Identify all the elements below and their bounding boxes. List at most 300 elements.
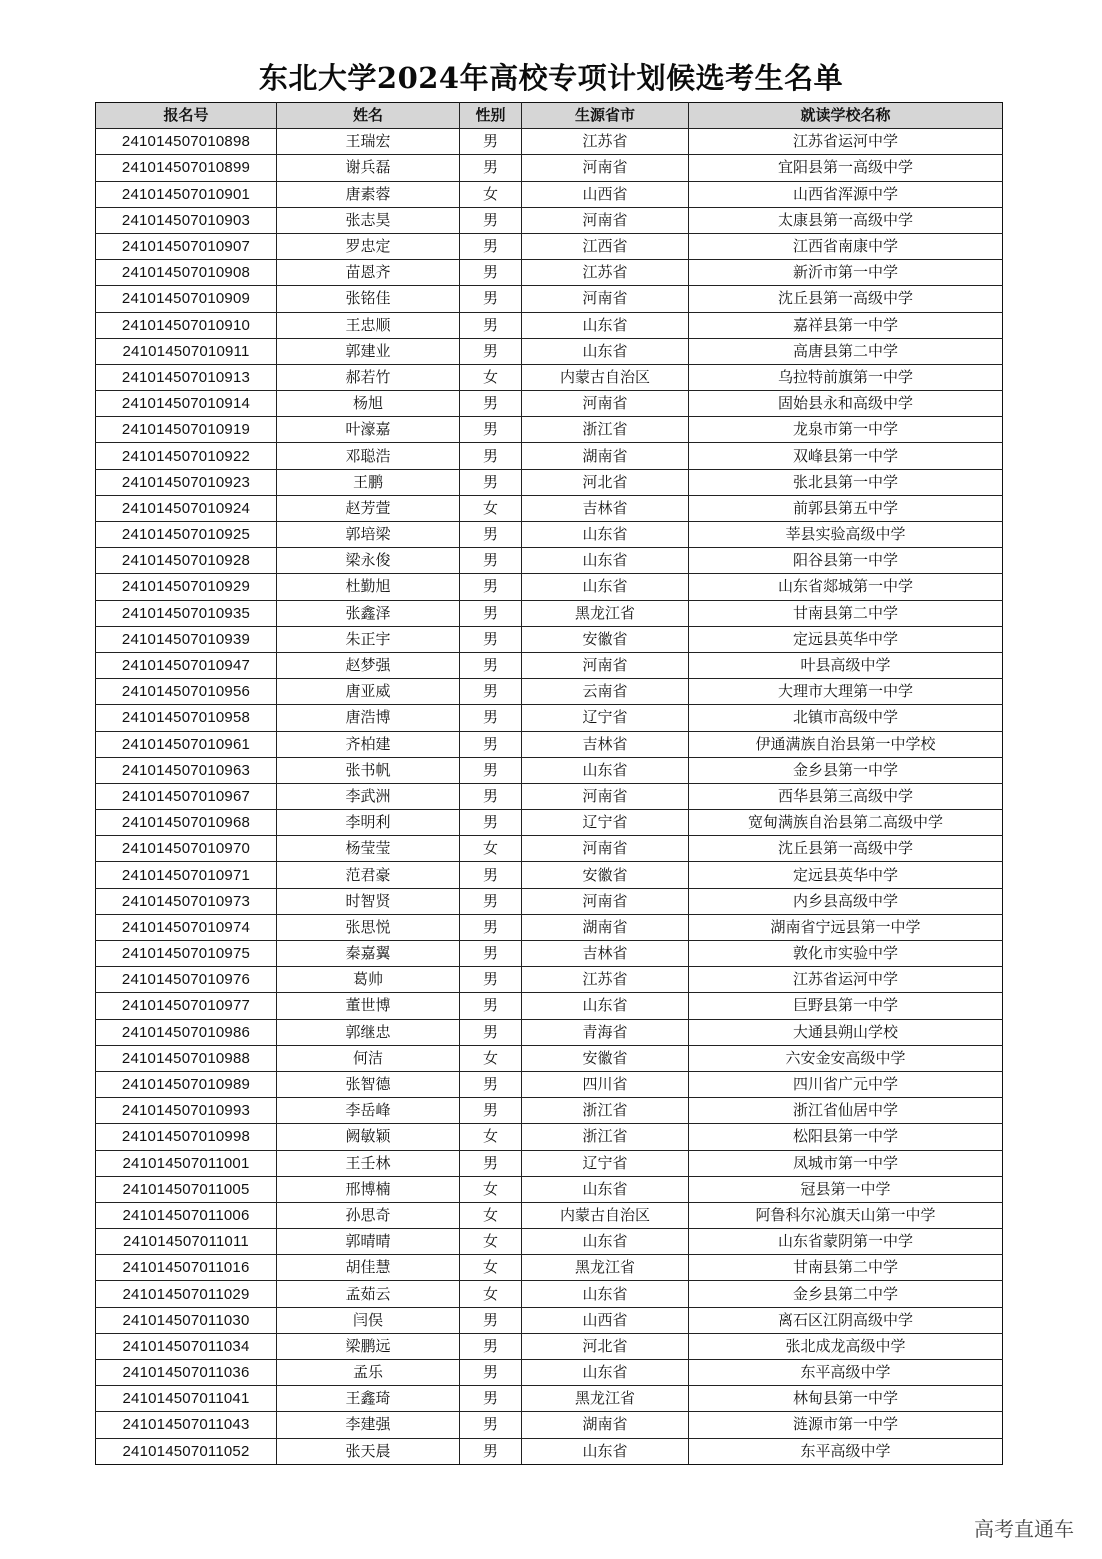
school-cell: 太康县第一高级中学 (689, 207, 1003, 233)
name-cell: 阙敏颖 (277, 1124, 460, 1150)
registration-no-cell: 241014507010899 (96, 155, 277, 181)
registration-no-cell: 241014507011005 (96, 1176, 277, 1202)
province-cell: 河北省 (522, 469, 689, 495)
table-row (96, 914, 1003, 940)
name-cell: 李武洲 (277, 783, 460, 809)
name-cell: 邓聪浩 (277, 443, 460, 469)
table-row (96, 1124, 1003, 1150)
table-row (96, 469, 1003, 495)
name-cell: 王壬林 (277, 1150, 460, 1176)
gender-cell: 男 (460, 1150, 522, 1176)
table-row (96, 548, 1003, 574)
province-cell: 辽宁省 (522, 705, 689, 731)
table-row (96, 129, 1003, 155)
registration-no-cell: 241014507010974 (96, 914, 277, 940)
table-row (96, 155, 1003, 181)
province-cell: 河南省 (522, 783, 689, 809)
gender-cell: 男 (460, 731, 522, 757)
name-cell: 郭培梁 (277, 522, 460, 548)
school-cell: 东平高级中学 (689, 1438, 1003, 1464)
school-cell: 浙江省仙居中学 (689, 1098, 1003, 1124)
name-cell: 张天晨 (277, 1438, 460, 1464)
school-cell: 凤城市第一中学 (689, 1150, 1003, 1176)
gender-cell: 女 (460, 1229, 522, 1255)
registration-no-cell: 241014507011029 (96, 1281, 277, 1307)
province-cell: 河南省 (522, 836, 689, 862)
registration-no-cell: 241014507010898 (96, 129, 277, 155)
gender-cell: 男 (460, 967, 522, 993)
registration-no-cell: 241014507010901 (96, 181, 277, 207)
table-row (96, 417, 1003, 443)
registration-no-cell: 241014507010922 (96, 443, 277, 469)
gender-cell: 男 (460, 1307, 522, 1333)
table-row (96, 1255, 1003, 1281)
school-cell: 东平高级中学 (689, 1360, 1003, 1386)
school-cell: 阿鲁科尔沁旗天山第一中学 (689, 1202, 1003, 1228)
gender-cell: 男 (460, 1412, 522, 1438)
registration-no-cell: 241014507010919 (96, 417, 277, 443)
name-cell: 张思悦 (277, 914, 460, 940)
gender-cell: 男 (460, 443, 522, 469)
registration-no-cell: 241014507010976 (96, 967, 277, 993)
province-cell: 安徽省 (522, 1045, 689, 1071)
school-cell: 西华县第三高级中学 (689, 783, 1003, 809)
school-cell: 叶县高级中学 (689, 652, 1003, 678)
school-cell: 松阳县第一中学 (689, 1124, 1003, 1150)
registration-no-cell: 241014507010970 (96, 836, 277, 862)
province-cell: 辽宁省 (522, 810, 689, 836)
province-cell: 安徽省 (522, 862, 689, 888)
registration-no-cell: 241014507011006 (96, 1202, 277, 1228)
gender-cell: 女 (460, 1176, 522, 1202)
province-cell: 山东省 (522, 993, 689, 1019)
registration-no-cell: 241014507010928 (96, 548, 277, 574)
table-row (96, 495, 1003, 521)
table-row (96, 1019, 1003, 1045)
registration-no-cell: 241014507011052 (96, 1438, 277, 1464)
name-cell: 葛帅 (277, 967, 460, 993)
gender-cell: 男 (460, 207, 522, 233)
school-cell: 龙泉市第一中学 (689, 417, 1003, 443)
name-cell: 唐亚威 (277, 679, 460, 705)
school-cell: 林甸县第一中学 (689, 1386, 1003, 1412)
school-cell: 沈丘县第一高级中学 (689, 286, 1003, 312)
school-cell: 伊通满族自治县第一中学校 (689, 731, 1003, 757)
gender-cell: 男 (460, 233, 522, 259)
province-cell: 江苏省 (522, 967, 689, 993)
name-cell: 何洁 (277, 1045, 460, 1071)
gender-cell: 男 (460, 574, 522, 600)
name-cell: 胡佳慧 (277, 1255, 460, 1281)
registration-no-cell: 241014507010975 (96, 941, 277, 967)
table-row (96, 783, 1003, 809)
school-cell: 巨野县第一中学 (689, 993, 1003, 1019)
school-cell: 离石区江阴高级中学 (689, 1307, 1003, 1333)
name-cell: 李建强 (277, 1412, 460, 1438)
name-cell: 孙思奇 (277, 1202, 460, 1228)
gender-cell: 女 (460, 836, 522, 862)
gender-cell: 男 (460, 522, 522, 548)
province-cell: 内蒙古自治区 (522, 364, 689, 390)
table-row (96, 1438, 1003, 1464)
province-cell: 山东省 (522, 1229, 689, 1255)
province-cell: 河北省 (522, 1333, 689, 1359)
school-cell: 敦化市实验中学 (689, 941, 1003, 967)
gender-cell: 男 (460, 1019, 522, 1045)
registration-no-cell: 241014507010989 (96, 1071, 277, 1097)
name-cell: 张智德 (277, 1071, 460, 1097)
table-row (96, 338, 1003, 364)
table-row (96, 312, 1003, 338)
registration-no-cell: 241014507010961 (96, 731, 277, 757)
registration-no-cell: 241014507011043 (96, 1412, 277, 1438)
school-cell: 新沂市第一中学 (689, 260, 1003, 286)
table-row (96, 652, 1003, 678)
name-cell: 张铭佳 (277, 286, 460, 312)
school-cell: 江苏省运河中学 (689, 129, 1003, 155)
registration-no-cell: 241014507010925 (96, 522, 277, 548)
school-cell: 乌拉特前旗第一中学 (689, 364, 1003, 390)
registration-no-cell: 241014507010947 (96, 652, 277, 678)
name-cell: 郝若竹 (277, 364, 460, 390)
gender-cell: 男 (460, 1438, 522, 1464)
school-cell: 大通县朔山学校 (689, 1019, 1003, 1045)
registration-no-cell: 241014507010929 (96, 574, 277, 600)
registration-no-cell: 241014507010909 (96, 286, 277, 312)
name-cell: 杜勤旭 (277, 574, 460, 600)
school-cell: 湖南省宁远县第一中学 (689, 914, 1003, 940)
registration-no-cell: 241014507010968 (96, 810, 277, 836)
name-cell: 李岳峰 (277, 1098, 460, 1124)
province-cell: 黑龙江省 (522, 600, 689, 626)
name-cell: 张书帆 (277, 757, 460, 783)
name-cell: 杨莹莹 (277, 836, 460, 862)
name-cell: 张鑫泽 (277, 600, 460, 626)
registration-no-cell: 241014507010967 (96, 783, 277, 809)
gender-cell: 女 (460, 181, 522, 207)
registration-no-cell: 241014507010998 (96, 1124, 277, 1150)
gender-cell: 男 (460, 129, 522, 155)
province-cell: 黑龙江省 (522, 1386, 689, 1412)
table-row (96, 993, 1003, 1019)
table-row (96, 1045, 1003, 1071)
name-cell: 李明利 (277, 810, 460, 836)
table-row (96, 1150, 1003, 1176)
gender-cell: 女 (460, 1045, 522, 1071)
registration-no-cell: 241014507010935 (96, 600, 277, 626)
school-cell: 四川省广元中学 (689, 1071, 1003, 1097)
gender-cell: 女 (460, 364, 522, 390)
school-cell: 涟源市第一中学 (689, 1412, 1003, 1438)
province-cell: 山东省 (522, 1176, 689, 1202)
table-row (96, 888, 1003, 914)
table-row (96, 233, 1003, 259)
page-title: 东北大学2024年高校专项计划候选考生名单 (258, 61, 844, 95)
header-school: 就读学校名称 (689, 103, 1003, 129)
registration-no-cell: 241014507011011 (96, 1229, 277, 1255)
province-cell: 浙江省 (522, 417, 689, 443)
name-cell: 郭继忠 (277, 1019, 460, 1045)
gender-cell: 女 (460, 1281, 522, 1307)
province-cell: 江苏省 (522, 129, 689, 155)
gender-cell: 男 (460, 1333, 522, 1359)
province-cell: 四川省 (522, 1071, 689, 1097)
table-body (96, 129, 1003, 1465)
province-cell: 河南省 (522, 391, 689, 417)
name-cell: 唐素蓉 (277, 181, 460, 207)
table-row (96, 1412, 1003, 1438)
table-row (96, 1333, 1003, 1359)
gender-cell: 女 (460, 1124, 522, 1150)
gender-cell: 女 (460, 1202, 522, 1228)
name-cell: 杨旭 (277, 391, 460, 417)
table-row (96, 443, 1003, 469)
header-registration-no: 报名号 (96, 103, 277, 129)
watermark-text: 高考直通车 (974, 1517, 1074, 1541)
table-row (96, 679, 1003, 705)
name-cell: 时智贤 (277, 888, 460, 914)
school-cell: 定远县英华中学 (689, 862, 1003, 888)
table-row (96, 260, 1003, 286)
school-cell: 沈丘县第一高级中学 (689, 836, 1003, 862)
name-cell: 秦嘉翼 (277, 941, 460, 967)
name-cell: 王瑞宏 (277, 129, 460, 155)
province-cell: 山东省 (522, 1438, 689, 1464)
table-row (96, 600, 1003, 626)
province-cell: 内蒙古自治区 (522, 1202, 689, 1228)
province-cell: 山东省 (522, 522, 689, 548)
province-cell: 山东省 (522, 1360, 689, 1386)
registration-no-cell: 241014507011034 (96, 1333, 277, 1359)
gender-cell: 男 (460, 993, 522, 1019)
name-cell: 郭晴晴 (277, 1229, 460, 1255)
school-cell: 定远县英华中学 (689, 626, 1003, 652)
gender-cell: 男 (460, 155, 522, 181)
table-row (96, 286, 1003, 312)
name-cell: 王鹏 (277, 469, 460, 495)
gender-cell: 男 (460, 260, 522, 286)
gender-cell: 男 (460, 679, 522, 705)
gender-cell: 女 (460, 495, 522, 521)
gender-cell: 男 (460, 1360, 522, 1386)
province-cell: 江西省 (522, 233, 689, 259)
gender-cell: 男 (460, 469, 522, 495)
registration-no-cell: 241014507011041 (96, 1386, 277, 1412)
table-row (96, 757, 1003, 783)
province-cell: 湖南省 (522, 914, 689, 940)
name-cell: 赵芳萱 (277, 495, 460, 521)
school-cell: 阳谷县第一中学 (689, 548, 1003, 574)
school-cell: 金乡县第一中学 (689, 757, 1003, 783)
province-cell: 黑龙江省 (522, 1255, 689, 1281)
name-cell: 董世博 (277, 993, 460, 1019)
province-cell: 山东省 (522, 757, 689, 783)
name-cell: 梁永俊 (277, 548, 460, 574)
name-cell: 梁鹏远 (277, 1333, 460, 1359)
school-cell: 江西省南康中学 (689, 233, 1003, 259)
gender-cell: 男 (460, 888, 522, 914)
school-cell: 甘南县第二中学 (689, 600, 1003, 626)
province-cell: 浙江省 (522, 1124, 689, 1150)
school-cell: 莘县实验高级中学 (689, 522, 1003, 548)
registration-no-cell: 241014507010907 (96, 233, 277, 259)
school-cell: 甘南县第二中学 (689, 1255, 1003, 1281)
registration-no-cell: 241014507010903 (96, 207, 277, 233)
province-cell: 山东省 (522, 338, 689, 364)
province-cell: 山东省 (522, 1281, 689, 1307)
gender-cell: 男 (460, 338, 522, 364)
registration-no-cell: 241014507010958 (96, 705, 277, 731)
table-row (96, 207, 1003, 233)
school-cell: 张北成龙高级中学 (689, 1333, 1003, 1359)
province-cell: 吉林省 (522, 731, 689, 757)
school-cell: 高唐县第二中学 (689, 338, 1003, 364)
name-cell: 朱正宇 (277, 626, 460, 652)
table-row (96, 836, 1003, 862)
table-header-row (96, 103, 1003, 129)
province-cell: 湖南省 (522, 443, 689, 469)
table-row (96, 1281, 1003, 1307)
name-cell: 赵梦强 (277, 652, 460, 678)
school-cell: 双峰县第一中学 (689, 443, 1003, 469)
province-cell: 河南省 (522, 888, 689, 914)
name-cell: 罗忠定 (277, 233, 460, 259)
gender-cell: 男 (460, 391, 522, 417)
province-cell: 河南省 (522, 286, 689, 312)
table-row (96, 1176, 1003, 1202)
province-cell: 湖南省 (522, 1412, 689, 1438)
registration-no-cell: 241014507010993 (96, 1098, 277, 1124)
header-gender: 性别 (460, 103, 522, 129)
gender-cell: 男 (460, 312, 522, 338)
registration-no-cell: 241014507010977 (96, 993, 277, 1019)
registration-no-cell: 241014507010923 (96, 469, 277, 495)
gender-cell: 男 (460, 757, 522, 783)
name-cell: 王鑫琦 (277, 1386, 460, 1412)
gender-cell: 男 (460, 652, 522, 678)
registration-no-cell: 241014507011036 (96, 1360, 277, 1386)
school-cell: 大理市大理第一中学 (689, 679, 1003, 705)
school-cell: 内乡县高级中学 (689, 888, 1003, 914)
school-cell: 宽甸满族自治县第二高级中学 (689, 810, 1003, 836)
province-cell: 河南省 (522, 652, 689, 678)
name-cell: 闫俣 (277, 1307, 460, 1333)
gender-cell: 男 (460, 1071, 522, 1097)
table-row (96, 1386, 1003, 1412)
school-cell: 金乡县第二中学 (689, 1281, 1003, 1307)
gender-cell: 男 (460, 862, 522, 888)
name-cell: 孟乐 (277, 1360, 460, 1386)
header-province: 生源省市 (522, 103, 689, 129)
school-cell: 冠县第一中学 (689, 1176, 1003, 1202)
name-cell: 叶濠嘉 (277, 417, 460, 443)
table-row (96, 1202, 1003, 1228)
province-cell: 云南省 (522, 679, 689, 705)
gender-cell: 男 (460, 810, 522, 836)
registration-no-cell: 241014507011001 (96, 1150, 277, 1176)
province-cell: 山东省 (522, 574, 689, 600)
table-row (96, 181, 1003, 207)
gender-cell: 男 (460, 941, 522, 967)
registration-no-cell: 241014507011016 (96, 1255, 277, 1281)
registration-no-cell: 241014507010914 (96, 391, 277, 417)
table-row (96, 941, 1003, 967)
school-cell: 山东省郯城第一中学 (689, 574, 1003, 600)
province-cell: 河南省 (522, 207, 689, 233)
province-cell: 安徽省 (522, 626, 689, 652)
province-cell: 山西省 (522, 1307, 689, 1333)
gender-cell: 男 (460, 705, 522, 731)
name-cell: 郭建业 (277, 338, 460, 364)
province-cell: 浙江省 (522, 1098, 689, 1124)
name-cell: 齐柏建 (277, 731, 460, 757)
registration-no-cell: 241014507010988 (96, 1045, 277, 1071)
gender-cell: 男 (460, 783, 522, 809)
registration-no-cell: 241014507010971 (96, 862, 277, 888)
school-cell: 固始县永和高级中学 (689, 391, 1003, 417)
name-cell: 谢兵磊 (277, 155, 460, 181)
province-cell: 河南省 (522, 155, 689, 181)
table-row (96, 364, 1003, 390)
registration-no-cell: 241014507011030 (96, 1307, 277, 1333)
province-cell: 江苏省 (522, 260, 689, 286)
registration-no-cell: 241014507010910 (96, 312, 277, 338)
table-row (96, 391, 1003, 417)
gender-cell: 男 (460, 286, 522, 312)
gender-cell: 男 (460, 626, 522, 652)
table-row (96, 731, 1003, 757)
registration-no-cell: 241014507010939 (96, 626, 277, 652)
table-row (96, 626, 1003, 652)
candidate-table (95, 102, 1003, 1465)
school-cell: 宜阳县第一高级中学 (689, 155, 1003, 181)
registration-no-cell: 241014507010924 (96, 495, 277, 521)
registration-no-cell: 241014507010973 (96, 888, 277, 914)
table-row (96, 574, 1003, 600)
school-cell: 山东省蒙阴第一中学 (689, 1229, 1003, 1255)
gender-cell: 男 (460, 600, 522, 626)
table-row (96, 1229, 1003, 1255)
gender-cell: 男 (460, 1386, 522, 1412)
table-row (96, 1307, 1003, 1333)
name-cell: 王忠顺 (277, 312, 460, 338)
province-cell: 吉林省 (522, 941, 689, 967)
school-cell: 北镇市高级中学 (689, 705, 1003, 731)
name-cell: 张志昊 (277, 207, 460, 233)
school-cell: 张北县第一中学 (689, 469, 1003, 495)
province-cell: 辽宁省 (522, 1150, 689, 1176)
table-row (96, 967, 1003, 993)
school-cell: 前郭县第五中学 (689, 495, 1003, 521)
name-cell: 唐浩博 (277, 705, 460, 731)
table-row (96, 810, 1003, 836)
gender-cell: 男 (460, 548, 522, 574)
name-cell: 孟茹云 (277, 1281, 460, 1307)
registration-no-cell: 241014507010963 (96, 757, 277, 783)
gender-cell: 男 (460, 914, 522, 940)
province-cell: 山东省 (522, 312, 689, 338)
name-cell: 苗恩齐 (277, 260, 460, 286)
school-cell: 六安金安高级中学 (689, 1045, 1003, 1071)
gender-cell: 男 (460, 417, 522, 443)
registration-no-cell: 241014507010986 (96, 1019, 277, 1045)
school-cell: 山西省浑源中学 (689, 181, 1003, 207)
gender-cell: 男 (460, 1098, 522, 1124)
table-row (96, 522, 1003, 548)
gender-cell: 女 (460, 1255, 522, 1281)
province-cell: 山西省 (522, 181, 689, 207)
school-cell: 江苏省运河中学 (689, 967, 1003, 993)
